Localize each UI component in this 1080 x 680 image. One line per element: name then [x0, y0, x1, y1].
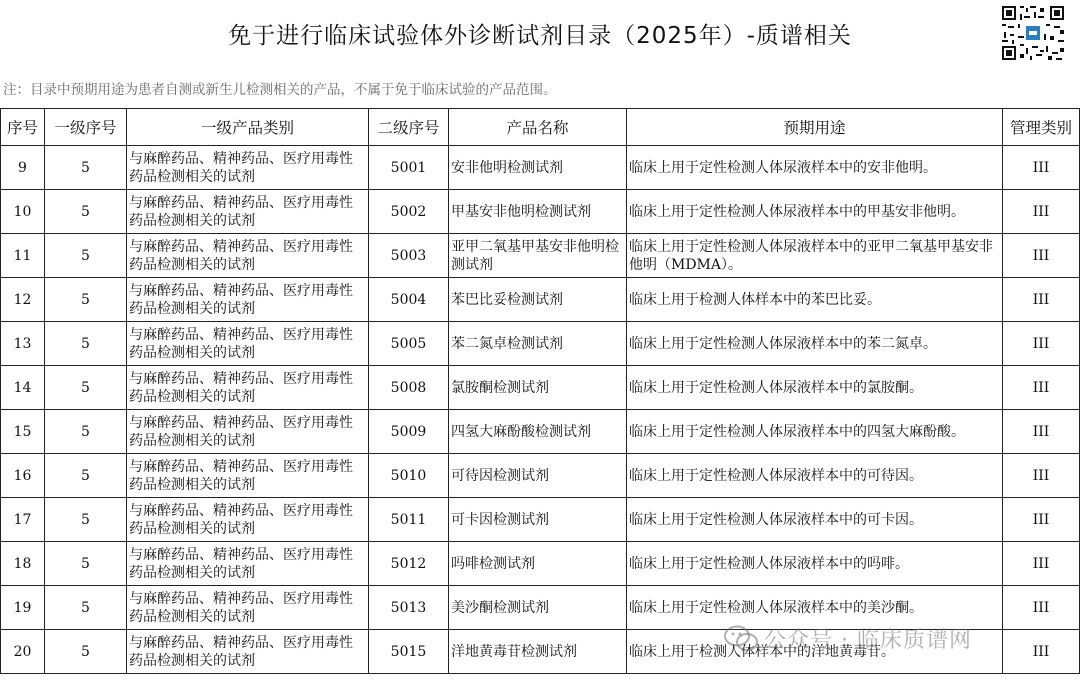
cell-level1-no: 5: [45, 586, 127, 630]
cell-level1-no: 5: [45, 366, 127, 410]
cell-product-name: 可待因检测试剂: [449, 454, 627, 498]
cell-intended-use: 临床上用于检测人体样本中的苯巴比妥。: [627, 278, 1003, 322]
cell-intended-use: 临床上用于定性检测人体尿液样本中的安非他明。: [627, 146, 1003, 190]
table-row: [1, 190, 1080, 234]
cell-level2-no: 5005: [369, 322, 449, 366]
cell-product-name: 美沙酮检测试剂: [449, 586, 627, 630]
cell-product-name: 苯二氮卓检测试剂: [449, 322, 627, 366]
cell-level1-no: 5: [45, 234, 127, 278]
cell-level1-no: 5: [45, 410, 127, 454]
cell-no: 10: [1, 190, 45, 234]
header-level1-no: 一级序号: [45, 109, 127, 146]
cell-level2-no: 5011: [369, 498, 449, 542]
cell-level1-category: 与麻醉药品、精神药品、医疗用毒性药品检测相关的试剂: [127, 366, 369, 410]
cell-level2-no: 5009: [369, 410, 449, 454]
cell-level1-category: 与麻醉药品、精神药品、医疗用毒性药品检测相关的试剂: [127, 542, 369, 586]
cell-no: 12: [1, 278, 45, 322]
cell-level1-category: 与麻醉药品、精神药品、医疗用毒性药品检测相关的试剂: [127, 146, 369, 190]
cell-no: 9: [1, 146, 45, 190]
cell-no: 13: [1, 322, 45, 366]
cell-product-name: 甲基安非他明检测试剂: [449, 190, 627, 234]
cell-no: 15: [1, 410, 45, 454]
cell-level1-no: 5: [45, 322, 127, 366]
cell-level1-category: 与麻醉药品、精神药品、医疗用毒性药品检测相关的试剂: [127, 498, 369, 542]
cell-product-name: 氯胺酮检测试剂: [449, 366, 627, 410]
cell-level1-no: 5: [45, 542, 127, 586]
cell-level2-no: 5001: [369, 146, 449, 190]
cell-product-name: 吗啡检测试剂: [449, 542, 627, 586]
table-row: [1, 410, 1080, 454]
cell-product-name: 亚甲二氧基甲基安非他明检测试剂: [449, 234, 627, 278]
table-row: [1, 234, 1080, 278]
cell-management-class: III: [1003, 146, 1080, 190]
cell-product-name: 四氢大麻酚酸检测试剂: [449, 410, 627, 454]
table-row: [1, 454, 1080, 498]
watermark-text: 公众号 · 临床质谱网: [764, 627, 972, 653]
header-row: [1, 109, 1080, 146]
cell-intended-use: 临床上用于定性检测人体尿液样本中的四氢大麻酚酸。: [627, 410, 1003, 454]
cell-management-class: III: [1003, 234, 1080, 278]
cell-level1-no: 5: [45, 278, 127, 322]
cell-level1-category: 与麻醉药品、精神药品、医疗用毒性药品检测相关的试剂: [127, 322, 369, 366]
cell-intended-use: 临床上用于定性检测人体尿液样本中的亚甲二氧基甲基安非他明（MDMA）。: [627, 234, 1003, 278]
cell-no: 16: [1, 454, 45, 498]
qr-code-icon: [1000, 4, 1066, 62]
cell-no: 11: [1, 234, 45, 278]
cell-level1-category: 与麻醉药品、精神药品、医疗用毒性药品检测相关的试剂: [127, 190, 369, 234]
cell-management-class: III: [1003, 366, 1080, 410]
cell-intended-use: 临床上用于定性检测人体尿液样本中的吗啡。: [627, 542, 1003, 586]
table-row: [1, 366, 1080, 410]
cell-level1-no: 5: [45, 146, 127, 190]
cell-management-class: III: [1003, 586, 1080, 630]
cell-management-class: III: [1003, 278, 1080, 322]
table-row: [1, 146, 1080, 190]
cell-level1-no: 5: [45, 190, 127, 234]
cell-level2-no: 5012: [369, 542, 449, 586]
cell-level2-no: 5002: [369, 190, 449, 234]
table-row: [1, 322, 1080, 366]
header-product-name: 产品名称: [449, 109, 627, 146]
cell-no: 19: [1, 586, 45, 630]
cell-no: 20: [1, 630, 45, 674]
cell-intended-use: 临床上用于检测人体样本中的洋地黄毒苷。: [627, 630, 1003, 674]
cell-product-name: 可卡因检测试剂: [449, 498, 627, 542]
cell-level1-category: 与麻醉药品、精神药品、医疗用毒性药品检测相关的试剂: [127, 586, 369, 630]
catalog-table: [0, 108, 1080, 674]
cell-intended-use: 临床上用于定性检测人体尿液样本中的氯胺酮。: [627, 366, 1003, 410]
cell-level1-category: 与麻醉药品、精神药品、医疗用毒性药品检测相关的试剂: [127, 410, 369, 454]
cell-intended-use: 临床上用于定性检测人体尿液样本中的可卡因。: [627, 498, 1003, 542]
cell-level1-no: 5: [45, 454, 127, 498]
cell-level1-no: 5: [45, 498, 127, 542]
cell-management-class: III: [1003, 322, 1080, 366]
cell-intended-use: 临床上用于定性检测人体尿液样本中的苯二氮卓。: [627, 322, 1003, 366]
cell-management-class: III: [1003, 630, 1080, 674]
cell-intended-use: 临床上用于定性检测人体尿液样本中的美沙酮。: [627, 586, 1003, 630]
cell-level1-category: 与麻醉药品、精神药品、医疗用毒性药品检测相关的试剂: [127, 234, 369, 278]
header-level2-no: 二级序号: [369, 109, 449, 146]
catalog-note: 注：目录中预期用途为患者自测或新生儿检测相关的产品，不属于免于临床试验的产品范围。: [3, 82, 557, 98]
cell-level2-no: 5008: [369, 366, 449, 410]
cell-level2-no: 5010: [369, 454, 449, 498]
header-management-class: 管理类别: [1003, 109, 1080, 146]
table-row: [1, 278, 1080, 322]
cell-level1-category: 与麻醉药品、精神药品、医疗用毒性药品检测相关的试剂: [127, 454, 369, 498]
cell-product-name: 苯巴比妥检测试剂: [449, 278, 627, 322]
table-row: [1, 542, 1080, 586]
cell-level2-no: 5015: [369, 630, 449, 674]
cell-level1-category: 与麻醉药品、精神药品、医疗用毒性药品检测相关的试剂: [127, 278, 369, 322]
cell-management-class: III: [1003, 454, 1080, 498]
cell-management-class: III: [1003, 190, 1080, 234]
table-row: [1, 586, 1080, 630]
cell-product-name: 洋地黄毒苷检测试剂: [449, 630, 627, 674]
cell-level1-category: 与麻醉药品、精神药品、医疗用毒性药品检测相关的试剂: [127, 630, 369, 674]
cell-level2-no: 5004: [369, 278, 449, 322]
cell-level2-no: 5013: [369, 586, 449, 630]
cell-intended-use: 临床上用于定性检测人体尿液样本中的可待因。: [627, 454, 1003, 498]
cell-level2-no: 5003: [369, 234, 449, 278]
cell-management-class: III: [1003, 498, 1080, 542]
cell-management-class: III: [1003, 542, 1080, 586]
cell-no: 14: [1, 366, 45, 410]
cell-intended-use: 临床上用于定性检测人体尿液样本中的甲基安非他明。: [627, 190, 1003, 234]
header-level1-category: 一级产品类别: [127, 109, 369, 146]
cell-level1-no: 5: [45, 630, 127, 674]
cell-management-class: III: [1003, 410, 1080, 454]
table-row: [1, 498, 1080, 542]
table-row: [1, 630, 1080, 674]
page-title: 免于进行临床试验体外诊断试剂目录（2025年）-质谱相关: [228, 23, 852, 49]
header-intended-use: 预期用途: [627, 109, 1003, 146]
cell-product-name: 安非他明检测试剂: [449, 146, 627, 190]
header-no: 序号: [1, 109, 45, 146]
cell-no: 18: [1, 542, 45, 586]
cell-no: 17: [1, 498, 45, 542]
